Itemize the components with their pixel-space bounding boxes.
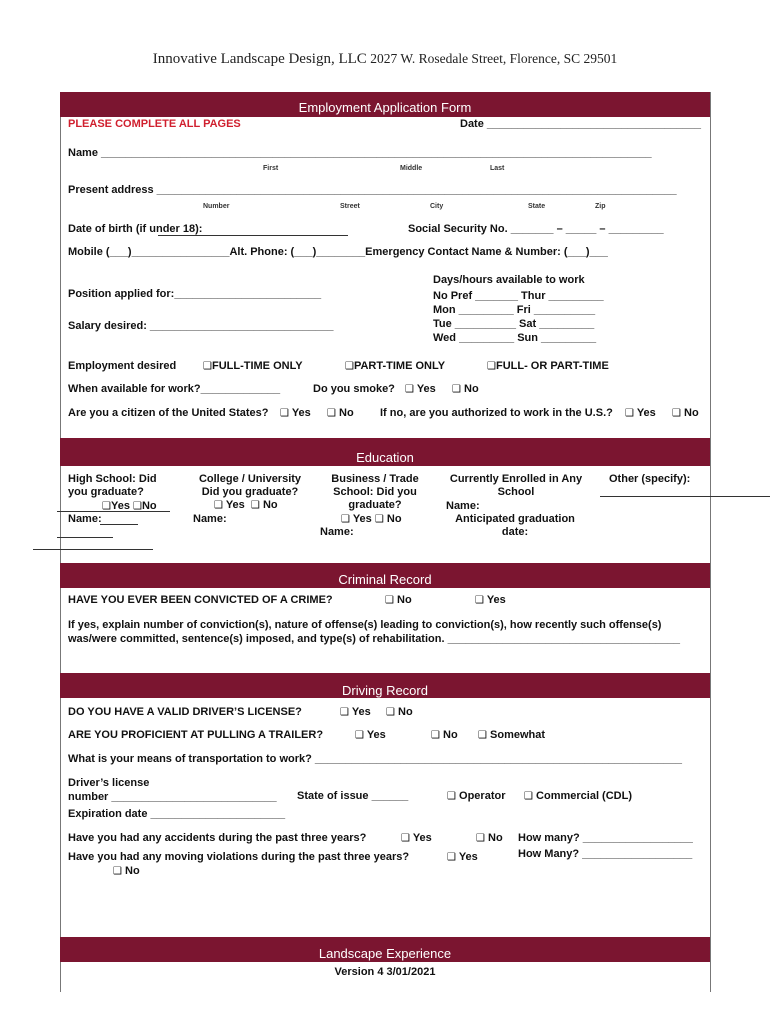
- violations-no-option[interactable]: ❑ No: [113, 865, 140, 877]
- license-number-field[interactable]: Driver’s license number ___________________________: [68, 777, 277, 803]
- smoke-yes-option[interactable]: ❑ Yes: [405, 383, 436, 395]
- high-school-yes-no[interactable]: ❑Yes ❑No: [102, 500, 157, 512]
- convicted-no-option[interactable]: ❑ No: [385, 594, 412, 606]
- address-part-zip: Zip: [595, 203, 606, 210]
- checkbox-icon[interactable]: ❑: [102, 501, 111, 512]
- name-part-first: First: [263, 165, 279, 172]
- checkbox-icon[interactable]: ❑: [327, 408, 336, 419]
- checkbox-icon[interactable]: ❑: [452, 384, 461, 395]
- trailer-question: ARE YOU PROFICIENT AT PULLING A TRAILER?: [68, 729, 324, 741]
- dob-label: Date of birth (if under 18):: [68, 223, 203, 235]
- position-applied-field[interactable]: Position applied for:________________________: [68, 288, 322, 300]
- employment-desired-label: Employment desired: [68, 360, 177, 372]
- authorized-label: If no, are you authorized to work in the U.S.?: [380, 407, 613, 419]
- checkbox-icon[interactable]: ❑: [487, 361, 496, 372]
- when-available-field[interactable]: When available for work?_____________: [68, 383, 281, 395]
- citizen-label: Are you a citizen of the United States?: [68, 407, 269, 419]
- violations-how-many-field[interactable]: How Many? __________________: [518, 848, 693, 860]
- business-school-question: Business / Trade School: Did you graduate?: [331, 473, 419, 511]
- trailer-no-option[interactable]: ❑ No: [431, 729, 458, 741]
- section-band-driving: [60, 673, 710, 698]
- violations-yes-option[interactable]: ❑ Yes: [447, 851, 478, 863]
- checkbox-icon[interactable]: ❑: [401, 833, 410, 844]
- form-title: Employment Application Form: [298, 100, 472, 115]
- checkbox-icon[interactable]: ❑: [475, 595, 484, 606]
- days-row-4[interactable]: Wed _________ Sun _________: [433, 332, 597, 344]
- high-school-line-2: [57, 537, 113, 538]
- part-time-option[interactable]: ❑PART-TIME ONLY: [345, 360, 446, 372]
- trailer-somewhat-option[interactable]: ❑ Somewhat: [478, 729, 546, 741]
- version-footer: Version 4 3/01/2021: [334, 966, 436, 978]
- smoke-label: Do you smoke?: [313, 383, 395, 395]
- other-specify-line[interactable]: [600, 496, 770, 497]
- license-question: DO YOU HAVE A VALID DRIVER’S LICENSE?: [68, 706, 302, 718]
- checkbox-icon[interactable]: ❑: [476, 833, 485, 844]
- accidents-how-many-field[interactable]: How many? __________________: [518, 832, 693, 844]
- days-row-3[interactable]: Tue __________ Sat _________: [433, 318, 595, 330]
- date-field[interactable]: Date ___________________________________: [460, 118, 702, 130]
- other-specify-label: Other (specify):: [609, 473, 691, 485]
- checkbox-icon[interactable]: ❑: [214, 500, 223, 511]
- college-question: College / University Did you graduate?: [198, 473, 302, 498]
- address-part-city: City: [430, 203, 444, 210]
- full-time-option[interactable]: ❑FULL-TIME ONLY: [203, 360, 303, 372]
- checkbox-icon[interactable]: ❑: [345, 361, 354, 372]
- section-band-landscape: [60, 937, 710, 962]
- ssn-field[interactable]: Social Security No. _______ – _____ – _________: [408, 223, 664, 235]
- commercial-cdl-option[interactable]: ❑ Commercial (CDL): [524, 790, 632, 802]
- checkbox-icon[interactable]: ❑: [524, 791, 533, 802]
- days-row-2[interactable]: Mon _________ Fri __________: [433, 304, 596, 316]
- days-available-title: Days/hours available to work: [433, 274, 585, 286]
- education-title: Education: [356, 450, 414, 465]
- license-no-option[interactable]: ❑ No: [386, 706, 413, 718]
- high-school-name-line[interactable]: [100, 524, 138, 525]
- checkbox-icon[interactable]: ❑: [478, 730, 487, 741]
- checkbox-icon[interactable]: ❑: [405, 384, 414, 395]
- name-field[interactable]: Name __________________________________________________________________________________________: [68, 147, 652, 159]
- accidents-yes-option[interactable]: ❑ Yes: [401, 832, 432, 844]
- convicted-question: HAVE YOU EVER BEEN CONVICTED OF A CRIME?: [68, 594, 333, 606]
- name-part-last: Last: [490, 165, 505, 172]
- checkbox-icon[interactable]: ❑: [447, 791, 456, 802]
- currently-enrolled-question: Currently Enrolled in Any School: [449, 473, 583, 498]
- anticipated-graduation-label: Anticipated graduation date:: [455, 513, 575, 538]
- high-school-line-1: [57, 511, 170, 512]
- expiration-date-field[interactable]: Expiration date ______________________: [68, 808, 286, 820]
- address-part-number: Number: [203, 203, 230, 210]
- license-yes-option[interactable]: ❑ Yes: [340, 706, 371, 718]
- dob-field-line[interactable]: [158, 235, 348, 236]
- checkbox-icon[interactable]: ❑: [280, 408, 289, 419]
- conviction-explanation-field[interactable]: If yes, explain number of conviction(s), nature of offense(s) leading to conviction(s), how recently such offense(s) was/were committed, sentence(s) imposed, and type(s) of rehabilitation. ______________________________________: [68, 619, 681, 645]
- checkbox-icon[interactable]: ❑: [385, 595, 394, 606]
- section-band-criminal: [60, 563, 710, 588]
- college-name-label: Name:: [193, 513, 227, 525]
- criminal-title: Criminal Record: [338, 572, 432, 587]
- citizen-yes-option[interactable]: ❑ Yes: [280, 407, 311, 419]
- business-yes-no[interactable]: ❑ Yes ❑ No: [341, 513, 402, 525]
- checkbox-icon[interactable]: ❑: [133, 501, 142, 512]
- smoke-no-option[interactable]: ❑ No: [452, 383, 479, 395]
- authorized-yes-option[interactable]: ❑ Yes: [625, 407, 656, 419]
- landscape-title: Landscape Experience: [318, 946, 452, 961]
- name-part-middle: Middle: [400, 165, 423, 172]
- letterhead: [0, 51, 770, 68]
- address-part-state: State: [528, 203, 546, 210]
- convicted-yes-option[interactable]: ❑ Yes: [475, 594, 506, 606]
- accidents-question: Have you had any accidents during the past three years?: [68, 832, 367, 844]
- section-band-education: [60, 438, 710, 466]
- trailer-yes-option[interactable]: ❑ Yes: [355, 729, 386, 741]
- checkbox-icon[interactable]: ❑: [203, 361, 212, 372]
- company-name: Innovative Landscape Design, LLC: [152, 51, 367, 67]
- violations-question: Have you had any moving violations during the past three years?: [68, 851, 410, 863]
- checkbox-icon[interactable]: ❑: [447, 852, 456, 863]
- high-school-name-label: Name:: [68, 513, 102, 525]
- accidents-no-option[interactable]: ❑ No: [476, 832, 503, 844]
- full-or-part-time-option[interactable]: ❑FULL- OR PART-TIME: [487, 360, 609, 372]
- days-row-1[interactable]: No Pref _______ Thur _________: [433, 290, 604, 302]
- authorized-no-option[interactable]: ❑ No: [672, 407, 699, 419]
- address-part-street: Street: [340, 203, 360, 210]
- phone-field-row[interactable]: Mobile (___)________________Alt. Phone: (___)________Emergency Contact Name & Number: (___)___: [68, 246, 608, 258]
- complete-all-pages-notice: PLEASE COMPLETE ALL PAGES: [68, 118, 241, 130]
- high-school-line-3: [33, 549, 153, 550]
- checkbox-icon[interactable]: ❑: [355, 730, 364, 741]
- enrolled-name-label: Name:: [446, 500, 480, 512]
- driving-title: Driving Record: [342, 683, 428, 698]
- company-address: 2027 W. Rosedale Street, Florence, SC 29501: [370, 51, 618, 66]
- section-band-employment: [60, 92, 710, 117]
- salary-desired-field[interactable]: Salary desired: ______________________________: [68, 320, 334, 332]
- citizen-no-option[interactable]: ❑ No: [327, 407, 354, 419]
- transportation-field[interactable]: What is your means of transportation to work? ____________________________________________________________: [68, 753, 682, 765]
- checkbox-icon[interactable]: ❑: [340, 707, 349, 718]
- checkbox-icon[interactable]: ❑: [341, 514, 350, 525]
- present-address-field[interactable]: Present address _____________________________________________________________________________________: [68, 184, 677, 196]
- high-school-question: High School: Did you graduate?: [68, 473, 157, 498]
- college-yes-no[interactable]: ❑ Yes ❑ No: [214, 499, 278, 511]
- checkbox-icon[interactable]: ❑: [672, 408, 681, 419]
- checkbox-icon[interactable]: ❑: [431, 730, 440, 741]
- checkbox-icon[interactable]: ❑: [113, 866, 122, 877]
- checkbox-icon[interactable]: ❑: [625, 408, 634, 419]
- checkbox-icon[interactable]: ❑: [386, 707, 395, 718]
- checkbox-icon[interactable]: ❑: [374, 514, 384, 525]
- business-name-label: Name:: [320, 526, 354, 538]
- state-of-issue-field[interactable]: State of issue ______: [297, 790, 409, 802]
- operator-option[interactable]: ❑ Operator: [447, 790, 506, 802]
- checkbox-icon[interactable]: ❑: [250, 500, 260, 511]
